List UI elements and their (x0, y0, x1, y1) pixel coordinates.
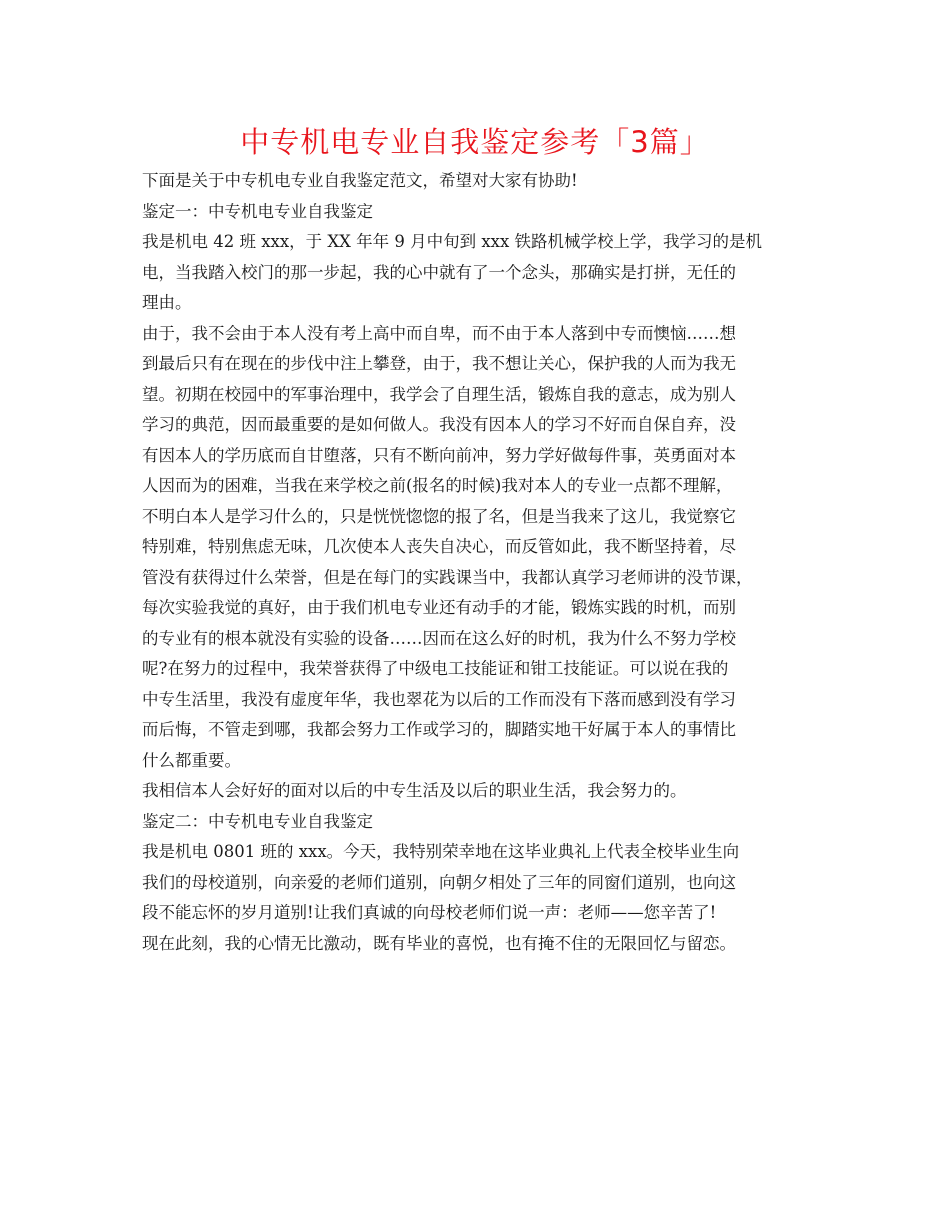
text-line: 下面是关于中专机电专业自我鉴定范文，希望对大家有协助! (142, 171, 578, 190)
text-line: 望。初期在校园中的军事治理中，我学会了自理生活，锻炼自我的意志，成为别人 (142, 384, 736, 404)
text-line: 特别难，特别焦虑无味，几次使本人丧失自决心，而反管如此，我不断坚持着，尽 (142, 537, 736, 556)
text-line: 每次实验我觉的真好，由于我们机电专业还有动手的才能，锻炼实践的时机，而别 (142, 598, 736, 617)
document-title: 中专机电专业自我鉴定参考「3篇」 (240, 125, 710, 159)
text-line: 现在此刻，我的心情无比激动，既有毕业的喜悦，也有掩不住的无限回忆与留恋。 (142, 933, 736, 953)
text-line: 有因本人的学历底而自甘堕落，只有不断向前冲，努力学好做每件事，英勇面对本 (142, 445, 736, 465)
text-line: 电，当我踏入校门的那一步起，我的心中就有了一个念头，那确实是打拼，无任的 (142, 262, 736, 282)
document-body (142, 166, 818, 959)
text-line: 到最后只有在现在的步伐中注上攀登，由于，我不想让关心，保护我的人而为我无 (142, 354, 736, 373)
text-line: 中专生活里，我没有虚度年华，我也翠花为以后的工作而没有下落而感到没有学习 (142, 689, 736, 709)
text-line: 理由。 (142, 293, 192, 312)
text-line: 的专业有的根本就没有实验的设备……因而在这么好的时机，我为什么不努力学校 (142, 628, 736, 648)
text-line: 人因而为的困难，当我在来学校之前(报名的时候)我对本人的专业一点都不理解， (142, 476, 733, 495)
text-line: 我们的母校道别，向亲爱的老师们道别，向朝夕相处了三年的同窗们道别，也向这 (142, 872, 736, 892)
text-line: 而后悔，不管走到哪，我都会努力工作或学习的，脚踏实地干好属于本人的事情比 (142, 720, 736, 739)
text-line: 我是机电 42 班 xxx，于 XX 年年 9 月中旬到 xxx 铁路机械学校上学，我学习的是机 (142, 232, 763, 251)
text-line: 什么都重要。 (142, 750, 241, 770)
text-line: 由于，我不会由于本人没有考上高中而自卑，而不由于本人落到中专而懊恼……想 (142, 323, 736, 343)
text-line: 呢?在努力的过程中，我荣誉获得了中级电工技能证和钳工技能证。可以说在我的 (142, 659, 729, 678)
section-heading: 鉴定一：中专机电专业自我鉴定 (142, 201, 373, 221)
text-line: 我是机电 0801 班的 xxx。今天，我特别荣幸地在这毕业典礼上代表全校毕业生向 (142, 842, 740, 861)
text-line: 段不能忘怀的岁月道别!让我们真诚的向母校老师们说一声：老师——您辛苦了! (142, 903, 717, 922)
text-line: 我相信本人会好好的面对以后的中专生活及以后的职业生活，我会努力的。 (142, 781, 687, 800)
text-line: 不明白本人是学习什么的，只是恍恍惚惚的报了名，但是当我来了这儿，我觉察它 (142, 506, 736, 526)
text-line: 学习的典范，因而最重要的是如何做人。我没有因本人的学习不好而自保自弃，没 (142, 415, 736, 434)
section-heading: 鉴定二：中专机电专业自我鉴定 (142, 811, 373, 831)
text-line: 管没有获得过什么荣誉，但是在每门的实践课当中，我都认真学习老师讲的没节课， (142, 567, 753, 587)
